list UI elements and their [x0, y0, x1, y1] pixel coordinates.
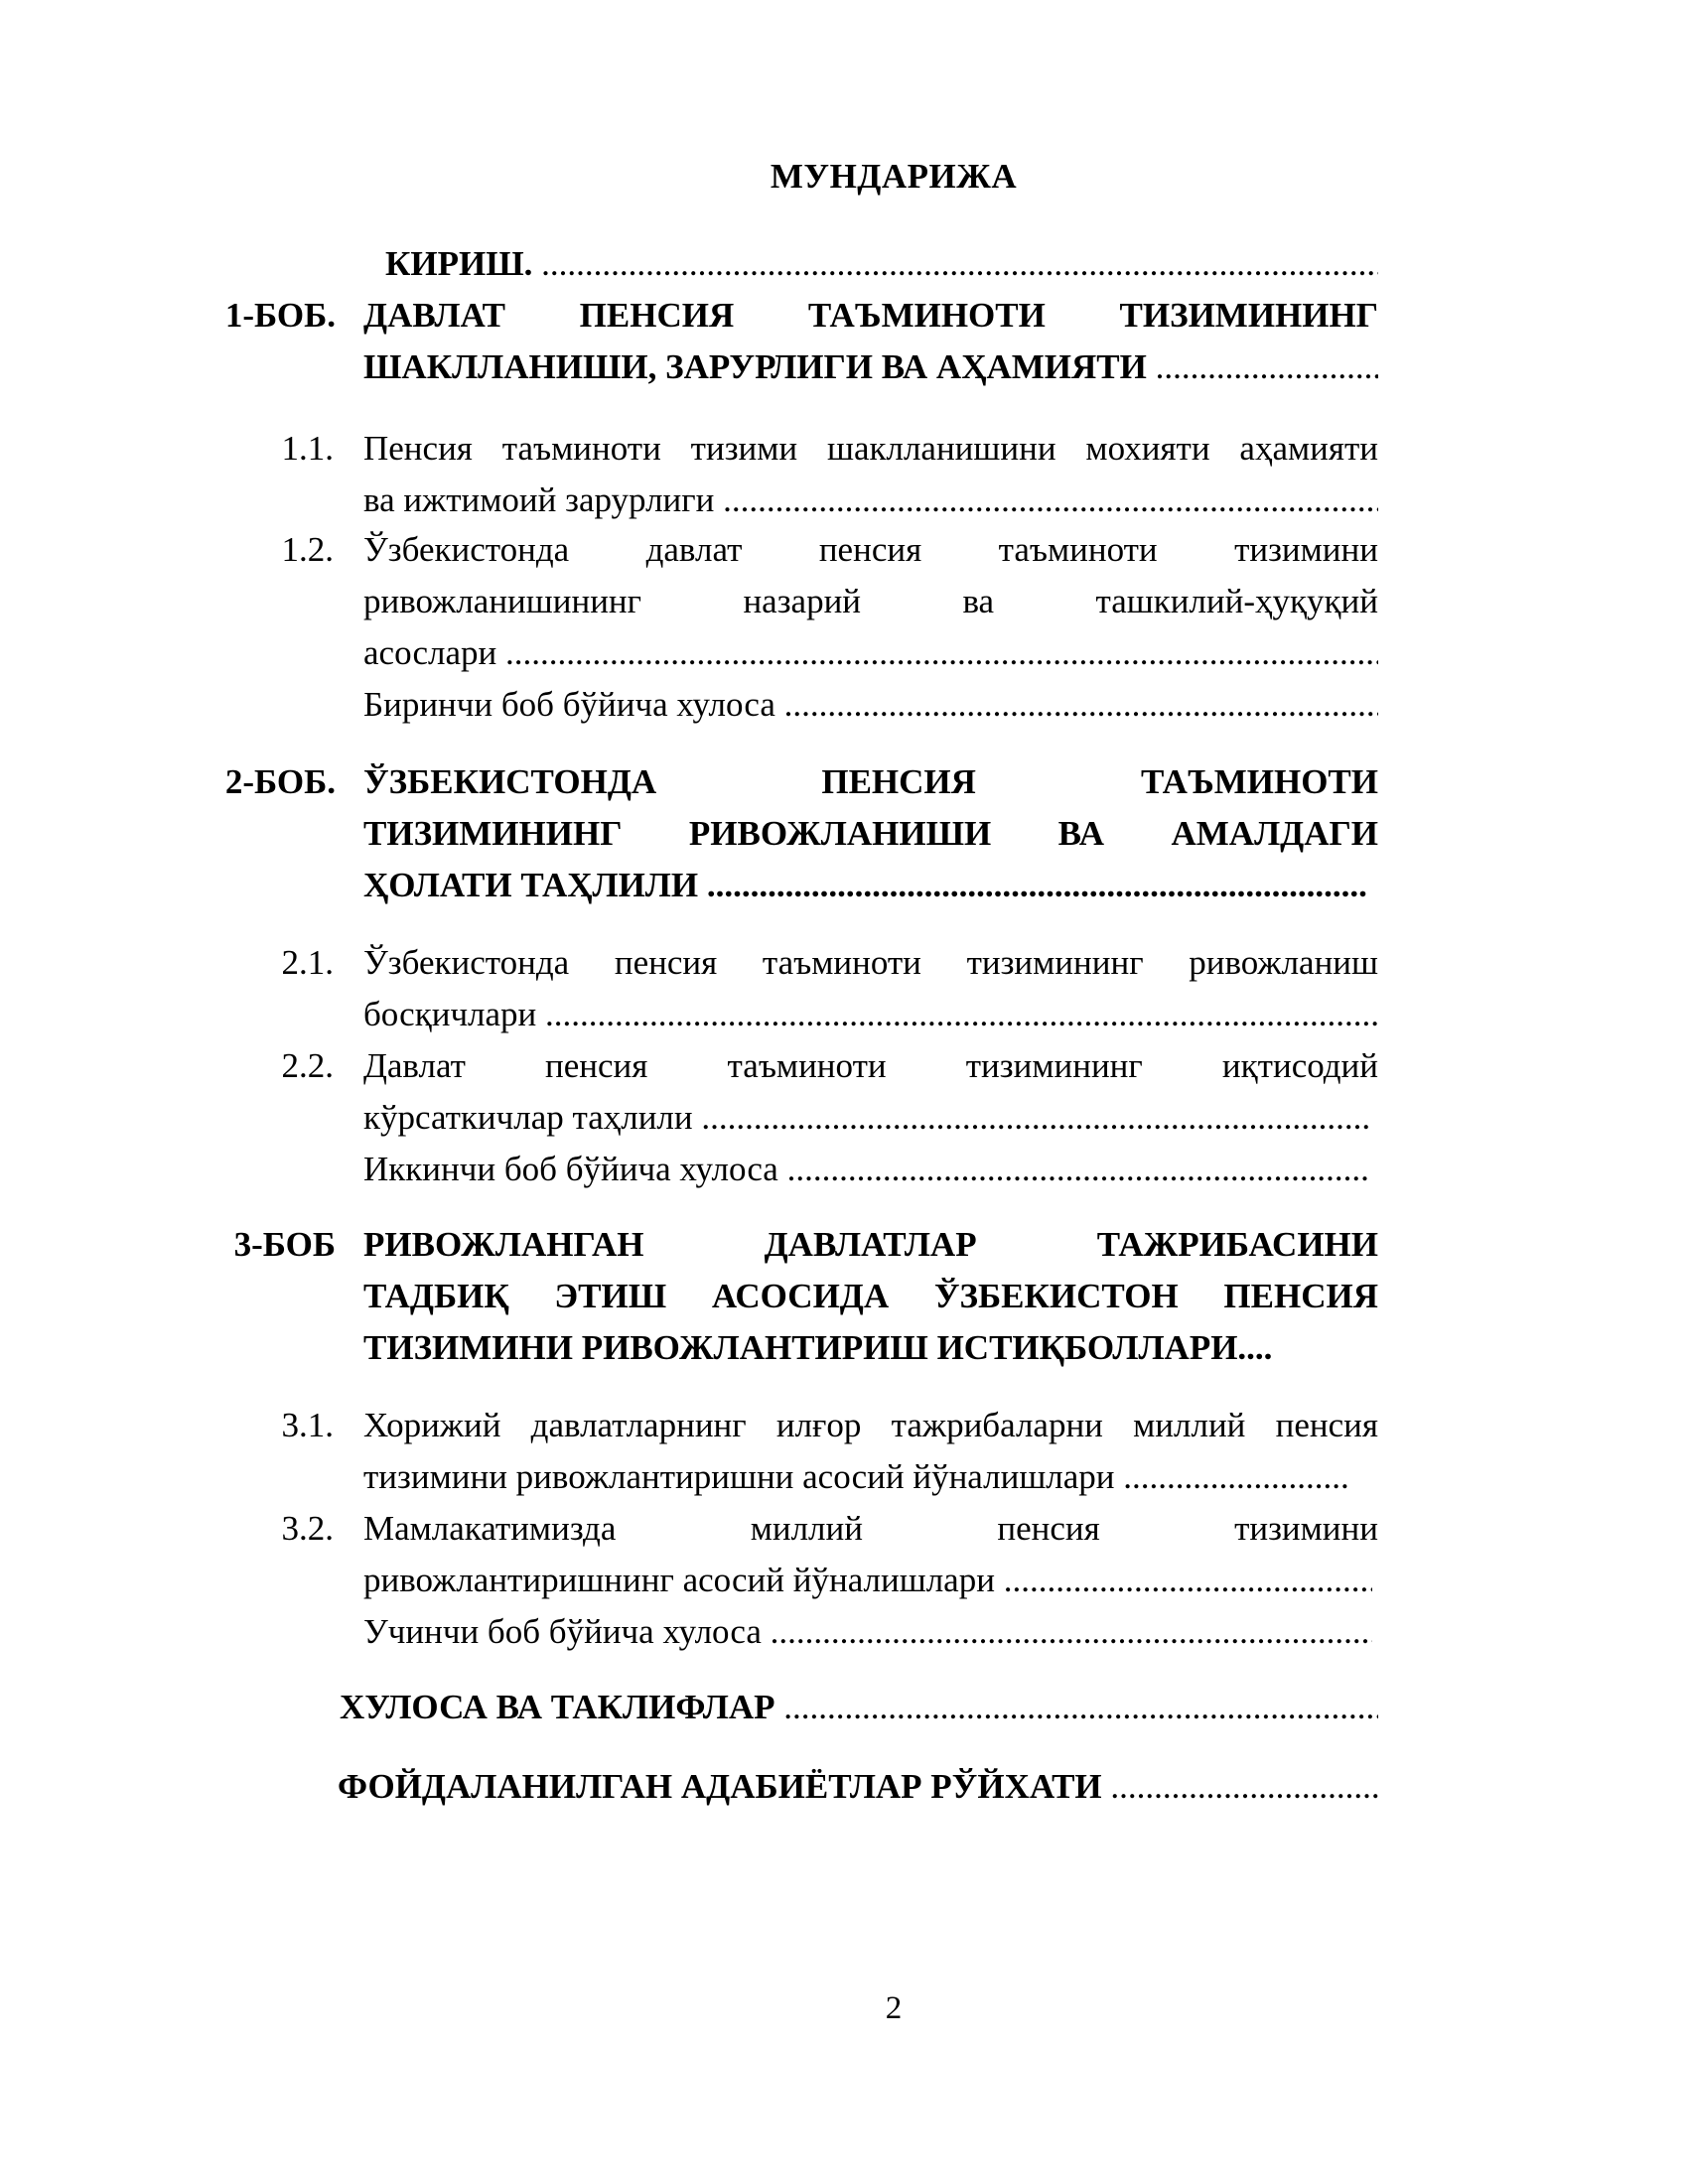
chapter-2-title-text: ҲОЛАТИ ТАҲЛИЛИ	[363, 866, 699, 904]
chapter-3-title-line2: ТАДБИҚ ЭТИШ АСОСИДА ЎЗБЕКИСТОН ПЕНСИЯ	[363, 1277, 1378, 1315]
chapter-1-conclusion	[363, 679, 1378, 731]
section-2-2-label: 2.2.	[281, 1046, 334, 1085]
section-3-2-label: 3.2.	[281, 1509, 334, 1548]
chapter-2-title-line2: ТИЗИМИНИНГ РИВОЖЛАНИШИ ВА АМАЛДАГИ	[363, 814, 1378, 853]
chapter-2-conclusion	[363, 1144, 1368, 1195]
chapter-2-title-line1: ЎЗБЕКИСТОНДА ПЕНСИЯ ТАЪМИНОТИ	[363, 762, 1378, 801]
conclusions-text: ХУЛОСА ВА ТАКЛИФЛАР	[340, 1688, 775, 1726]
chapter-1-title-text: ШАКЛЛАНИШИ, ЗАРУРЛИГИ ВА АҲАМИЯТИ	[363, 347, 1147, 386]
chapter-3-title-line3: ТИЗИМИНИ РИВОЖЛАНТИРИШ ИСТИҚБОЛЛАРИ....	[363, 1328, 1273, 1367]
section-2-1-line1: Ўзбекистонда пенсия таъминоти тизимининг ривожланиш	[363, 943, 1378, 982]
intro-label: КИРИШ.	[385, 244, 533, 283]
chapter-1-title-line1: ДАВЛАТ ПЕНСИЯ ТАЪМИНОТИ ТИЗИМИНИНГ	[363, 296, 1378, 335]
section-2-2-text: кўрсаткичлар таҳлили	[363, 1098, 693, 1137]
section-3-1-text: тизимини ривожлантиришни асосий йўналишлари	[363, 1457, 1115, 1496]
chapter-3-label: 3-БОБ	[233, 1225, 336, 1264]
section-1-1-text: ва ижтимоий зарурлиги	[363, 480, 715, 519]
section-3-1-label: 3.1.	[281, 1406, 334, 1444]
section-1-2-line3	[363, 627, 1378, 679]
toc-entry-conclusions	[340, 1682, 1378, 1733]
chapter-2-label: 2-БОБ.	[224, 762, 336, 801]
toc-entry-intro	[385, 238, 1378, 290]
section-3-2-text: ривожлантиришнинг асосий йўналишлари	[363, 1561, 995, 1599]
chapter-2-conclusion-text: Иккинчи боб бўйича хулоса	[363, 1150, 778, 1188]
section-3-1-line2	[363, 1451, 1350, 1503]
section-1-2-label: 1.2.	[281, 530, 334, 569]
section-2-2-line1: Давлат пенсия таъминоти тизимининг иқтисодий	[363, 1046, 1378, 1085]
chapter-1-title-line2	[363, 341, 1378, 393]
section-3-1-line1: Хорижий давлатларнинг илғор тажрибаларни миллий пенсия	[363, 1406, 1378, 1444]
page-number: 2	[885, 1990, 903, 2026]
section-1-2-line1: Ўзбекистонда давлат пенсия таъминоти тизимини	[363, 530, 1378, 569]
chapter-1-label: 1-БОБ.	[224, 296, 336, 335]
section-3-2-line1: Мамлакатимизда миллий пенсия тизимини	[363, 1509, 1378, 1548]
chapter-3-conclusion	[363, 1606, 1372, 1658]
section-2-2-line2	[363, 1092, 1368, 1144]
section-2-1-label: 2.1.	[281, 943, 334, 982]
section-1-1-label: 1.1.	[281, 429, 334, 468]
toc-entry-references	[338, 1761, 1378, 1813]
section-1-2-text: асослари	[363, 633, 497, 672]
section-1-1-line1: Пенсия таъминоти тизими шаклланишини мохияти аҳамияти	[363, 429, 1378, 468]
references-text: ФОЙДАЛАНИЛГАН АДАБИЁТЛАР РЎЙХАТИ	[338, 1767, 1102, 1806]
chapter-3-title-line1: РИВОЖЛАНГАН ДАВЛАТЛАР ТАЖРИБАСИНИ	[363, 1225, 1378, 1264]
section-1-1-line2	[363, 475, 1378, 526]
chapter-3-conclusion-text: Учинчи боб бўйича хулоса	[363, 1612, 762, 1651]
section-1-2-line2: ривожланишининг назарий ва ташкилий-ҳуқуқий	[363, 582, 1378, 620]
section-2-1-text: босқичлари	[363, 995, 537, 1033]
chapter-2-title-line3	[363, 860, 1368, 911]
section-2-1-line2	[363, 989, 1378, 1040]
page-title: МУНДАРИЖА	[770, 157, 1018, 196]
chapter-1-conclusion-text: Биринчи боб бўйича хулоса	[363, 685, 775, 724]
section-3-2-line2	[363, 1555, 1372, 1606]
